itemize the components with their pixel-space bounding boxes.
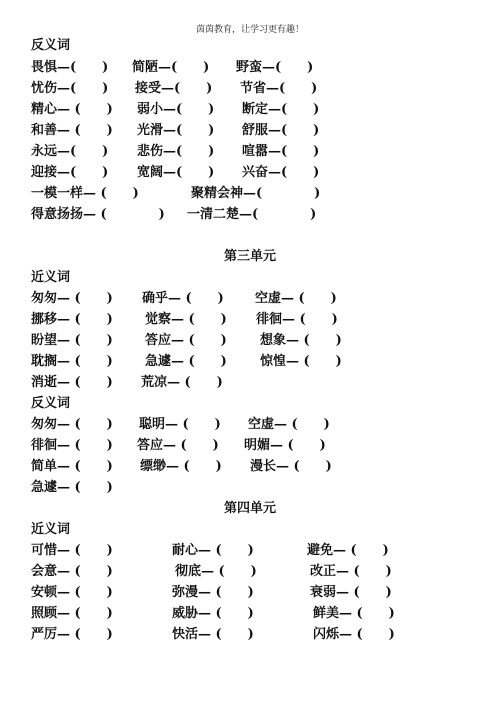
exercise-item: 盼望— ( )	[31, 333, 113, 348]
exercise-item: 确乎— ( )	[142, 291, 224, 306]
exercise-item: 威胁— ( )	[172, 606, 254, 621]
exercise-item: 喧嚣—( )	[242, 144, 320, 159]
exercise-item: 耐心— ( )	[172, 543, 254, 558]
exercise-row	[31, 541, 471, 561]
exercise-item: 徘徊— ( )	[31, 438, 113, 453]
exercise-item: 可惜— ( )	[31, 543, 113, 558]
exercise-item: 聪明— ( )	[139, 417, 221, 432]
exercise-item: 悲伤—( )	[137, 144, 215, 159]
exercise-row	[31, 457, 471, 477]
unit-3-title: 第三单元	[223, 249, 276, 264]
exercise-item: 答应— ( )	[137, 438, 219, 453]
exercise-row	[31, 205, 471, 225]
exercise-row	[31, 184, 471, 204]
exercise-row	[31, 79, 471, 99]
exercise-item: 兴奋—( )	[242, 165, 320, 180]
exercise-item: 忧伤—( )	[31, 81, 109, 96]
exercise-item: 惊惶— ( )	[260, 354, 342, 369]
exercise-row	[31, 436, 471, 456]
exercise-item: 光滑—( )	[137, 123, 215, 138]
exercise-item: 匆匆— ( )	[31, 291, 113, 306]
unit-4-title: 第四单元	[223, 501, 276, 516]
exercise-item: 精心— ( )	[31, 102, 113, 117]
exercise-row	[31, 415, 471, 435]
exercise-item: 迎接—( )	[31, 165, 109, 180]
exercise-item: 和善— ( )	[31, 123, 113, 138]
exercise-row	[31, 352, 471, 372]
exercise-item: 简单— ( )	[31, 459, 113, 474]
exercise-row	[31, 478, 471, 498]
exercise-item: 野蛮—( )	[236, 60, 314, 75]
exercise-item: 鲜美— ( )	[313, 606, 395, 621]
exercise-item: 畏惧—( )	[31, 60, 109, 75]
page-header: 茵茵教育，让学习更有趣！	[195, 25, 304, 35]
exercise-item: 想象— ( )	[260, 333, 342, 348]
exercise-row	[31, 625, 471, 645]
exercise-row	[31, 58, 471, 78]
exercise-item: 急遽— ( )	[31, 480, 113, 495]
exercise-item: 快活— ( )	[172, 627, 254, 642]
exercise-row	[31, 310, 471, 330]
section-synonyms-heading: 近义词	[31, 522, 71, 537]
exercise-item: 空虚— ( )	[255, 291, 337, 306]
exercise-row	[31, 163, 471, 183]
exercise-row	[31, 583, 471, 603]
exercise-row	[31, 373, 471, 393]
exercise-item: 照顾— ( )	[31, 606, 113, 621]
exercise-item: 接受—( )	[135, 81, 213, 96]
exercise-item: 徘徊— ( )	[256, 312, 338, 327]
exercise-row	[31, 289, 471, 309]
exercise-item: 改正— ( )	[310, 564, 392, 579]
exercise-item: 急遽— ( )	[145, 354, 227, 369]
exercise-row	[31, 121, 471, 141]
exercise-row	[31, 100, 471, 120]
exercise-item: 衰弱— ( )	[310, 585, 392, 600]
exercise-item: 觉察— ( )	[145, 312, 227, 327]
exercise-row	[31, 604, 471, 624]
exercise-item: 得意扬扬— ( )	[31, 207, 165, 222]
exercise-item: 聚精会神—( )	[191, 186, 321, 201]
exercise-row	[31, 142, 471, 162]
exercise-item: 会意— ( )	[31, 564, 113, 579]
exercise-item: 缥缈— ( )	[140, 459, 222, 474]
exercise-item: 简陋—( )	[132, 60, 210, 75]
exercise-item: 严厉— ( )	[31, 627, 113, 642]
exercise-item: 永远—( )	[31, 144, 109, 159]
exercise-item: 挪移— ( )	[31, 312, 113, 327]
exercise-item: 彻底— ( )	[175, 564, 257, 579]
section-antonyms-heading: 反义词	[31, 396, 71, 411]
exercise-item: 闪烁— ( )	[313, 627, 395, 642]
exercise-item: 一模一样— ( )	[31, 186, 139, 201]
exercise-item: 耽搁— ( )	[31, 354, 113, 369]
exercise-item: 节省—( )	[240, 81, 318, 96]
section-antonyms-heading: 反义词	[31, 38, 71, 53]
exercise-item: 空虚— ( )	[248, 417, 330, 432]
exercise-item: 一清二楚—( )	[187, 207, 317, 222]
exercise-item: 弱小—( )	[137, 102, 215, 117]
exercise-item: 漫长— ( )	[250, 459, 332, 474]
exercise-item: 消逝— ( )	[31, 375, 113, 390]
exercise-item: 答应— ( )	[145, 333, 227, 348]
exercise-item: 安顿— ( )	[31, 585, 113, 600]
section-synonyms-heading: 近义词	[31, 270, 71, 285]
exercise-row	[31, 562, 471, 582]
exercise-item: 明媚— ( )	[244, 438, 326, 453]
exercise-item: 断定—( )	[242, 102, 320, 117]
exercise-item: 避免— ( )	[307, 543, 389, 558]
exercise-item: 弥漫— ( )	[172, 585, 254, 600]
exercise-item: 舒服—( )	[242, 123, 320, 138]
exercise-row	[31, 331, 471, 351]
exercise-item: 匆匆— ( )	[31, 417, 113, 432]
exercise-item: 荒凉— ( )	[141, 375, 223, 390]
exercise-item: 宽阔—( )	[137, 165, 215, 180]
